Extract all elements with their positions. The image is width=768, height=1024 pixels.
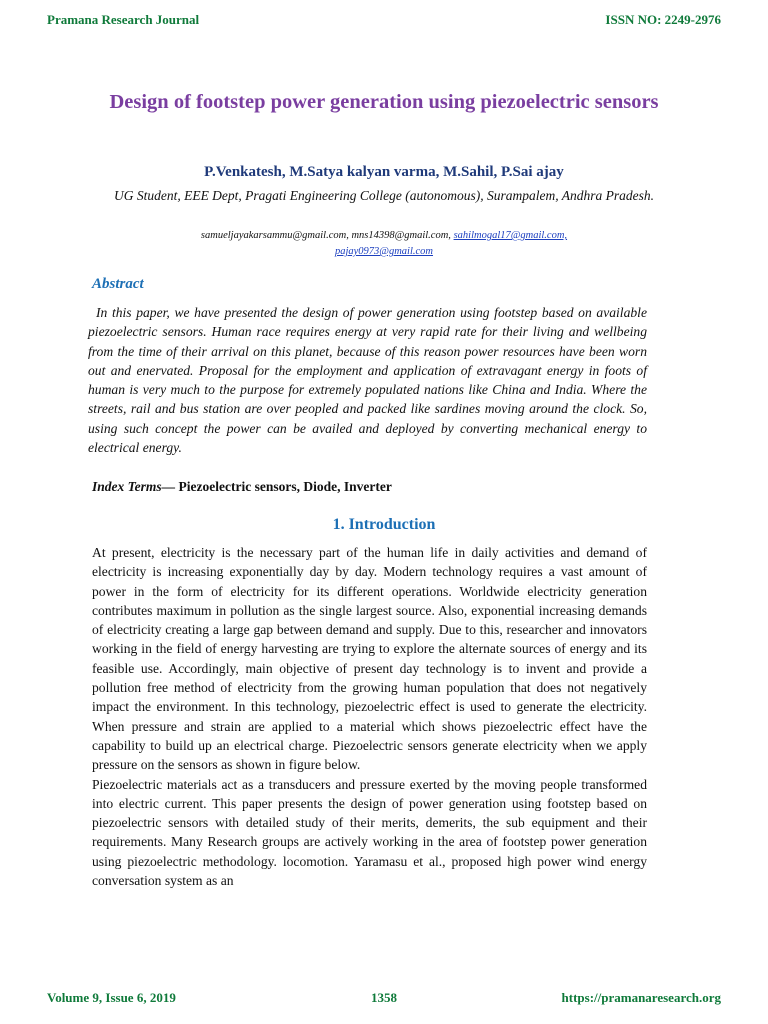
- paper-title: Design of footstep power generation using piezoelectric sensors: [109, 91, 659, 113]
- intro-paragraph-1: At present, electricity is the necessary part of the human life in daily activities and demand of electricity is increasing exponentially day by day. Modern technology requires a vast amount of power in the form of electricity for its different operations. Worldwide electricity generation contributes maximum in pollution as the single largest source. Also, exponential increasing demands of electricity creating a large gap between demand and supply. Due to this, researcher and innovators working in the field of energy harvesting are trying to explore the alternate sources of energy and its feasible use. Accordingly, main objective of present day technology is to invent and provide a pollution free method of electricity from the growing human population that does not negatively impact the environment. In this technology, piezoelectric effect is used to generate the electricity. When pressure and strain are applied to a material which shows piezoelectric effect have the capability to build up an electrical charge. Piezoelectric sensors generate electricity when we apply pressure on the sensors as shown in figure below.: [92, 545, 647, 773]
- footer-volume: Volume 9, Issue 6, 2019: [47, 990, 176, 1005]
- paper-authors: P.Venkatesh, M.Satya kalyan varma, M.Sahil, P.Sai ajay: [204, 164, 564, 180]
- email-link-sahil[interactable]: sahilmogal17@gmail.com,: [453, 230, 568, 241]
- section-heading-introduction: 1. Introduction: [332, 516, 436, 533]
- index-terms-values: Piezoelectric sensors, Diode, Inverter: [178, 479, 392, 494]
- footer-url[interactable]: https://pramanaresearch.org: [561, 990, 721, 1005]
- index-terms: [92, 479, 392, 495]
- author-emails: [80, 228, 688, 260]
- email-plain: samueljayakarsammu@gmail.com, mns14398@gmail.com,: [200, 230, 451, 241]
- index-terms-label: Index Terms—: [92, 479, 176, 494]
- intro-paragraph-2: Piezoelectric materials act as a transducers and pressure exerted by the moving people transformed into electric current. This paper presents the design of power generation using footstep based on piezoelectric sensors with detailed study of their merits, demerits, the sub equipment and their requirements. Many Research groups are actively working in the area of footstep power generation using piezoelectric methodology. locomotion. Yaramasu et al., proposed high power wind energy conversation system as an: [92, 776, 647, 889]
- introduction-body: [92, 543, 647, 890]
- abstract-heading: Abstract: [92, 276, 144, 292]
- journal-name: Pramana Research Journal: [47, 12, 200, 27]
- email-link-pajay[interactable]: pajay0973@gmail.com: [334, 246, 434, 257]
- abstract-text: In this paper, we have presented the design of power generation using footstep based on available piezoelectric sensors. Human race requires energy at very rapid rate for their living and wellbeing from the time of their arrival on this planet, because of this reason power resources have been worn out and enervated. Proposal for the employment and application of extravagant energy in foots of human is very much to the purpose for extremely populated nations like China and India. Where the streets, rail and bus station are over peopled and packed like sardines moving around the clock. So, using such concept the power can be availed and deployed by converting mechanical energy to electrical energy.: [88, 305, 647, 456]
- issn-number: ISSN NO: 2249-2976: [605, 12, 721, 27]
- footer-page-number: 1358: [371, 990, 397, 1005]
- author-affiliation: UG Student, EEE Dept, Pragati Engineering College (autonomous), Surampalem, Andhra Pradesh.: [113, 188, 655, 203]
